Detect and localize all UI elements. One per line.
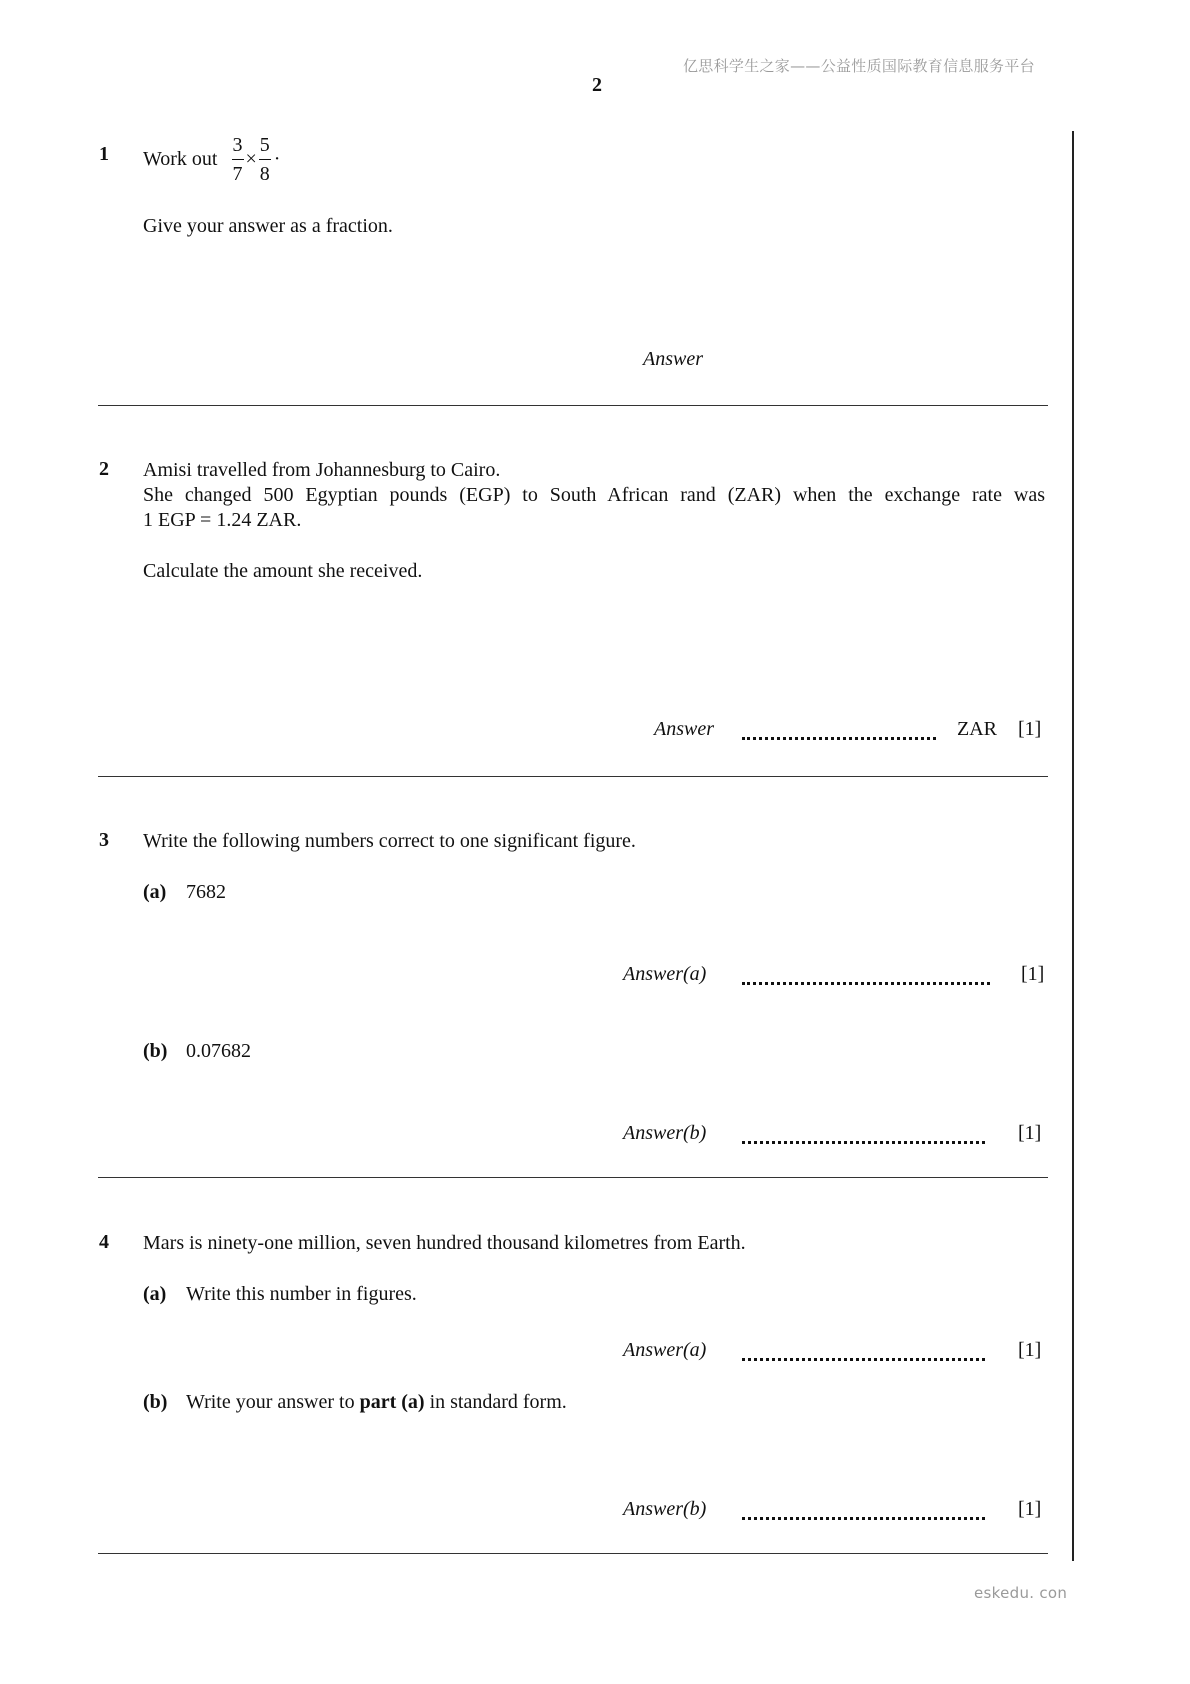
question-4a-answer-line[interactable] [742,1358,985,1361]
question-3b-answer-label: Answer(b) [623,1122,707,1144]
divider [98,1177,1048,1178]
question-4b-text-before: Write your answer to [186,1391,355,1413]
question-1-prompt-text: Work out [143,147,218,170]
watermark-top: 亿思科学生之家——公益性质国际教育信息服务平台 [683,57,1035,75]
question-3a-marks: [1] [1021,963,1045,985]
question-2-line-3: 1 EGP = 1.24 ZAR. [143,509,302,531]
question-3-prompt: Write the following numbers correct to one significant figure. [143,830,636,852]
question-3a-answer-line[interactable] [742,982,990,985]
times-symbol: × [245,147,257,170]
question-2-instruction: Calculate the amount she received. [143,560,423,582]
page-number: 2 [592,74,602,96]
divider [98,1553,1048,1554]
question-3b-value: 0.07682 [186,1040,251,1062]
divider [98,405,1048,406]
watermark-bottom: eskedu. con [974,1584,1068,1602]
question-4b-label: (b) [143,1391,168,1413]
question-2-number: 2 [99,458,109,480]
margin-rule [1072,131,1074,1561]
question-4a-answer-label: Answer(a) [623,1339,707,1361]
question-4b-text [186,1390,567,1415]
question-1-answer-label: Answer [643,348,703,370]
fraction-denominator: 8 [259,162,270,185]
question-3b-marks: [1] [1018,1122,1042,1144]
question-1-prompt [143,131,280,187]
question-4b-answer-label: Answer(b) [623,1498,707,1520]
question-3a-value: 7682 [186,881,226,903]
trailing-dot: · [273,147,281,170]
fraction-denominator: 7 [232,162,243,185]
question-1-number: 1 [99,143,109,165]
fraction-5-8 [259,133,271,186]
question-1-instruction: Give your answer as a fraction. [143,215,393,237]
question-3-number: 3 [99,829,109,851]
question-2-line-2: She changed 500 Egyptian pounds (EGP) to South African rand (ZAR) when the exchange rate was [143,484,1045,506]
question-4-prompt: Mars is ninety-one million, seven hundred thousand kilometres from Earth. [143,1232,746,1254]
question-2-line-1: Amisi travelled from Johannesburg to Cairo. [143,459,501,481]
question-4a-label: (a) [143,1283,167,1305]
question-2-answer-label: Answer [654,718,714,740]
question-4a-marks: [1] [1018,1339,1042,1361]
question-3a-answer-label: Answer(a) [623,963,707,985]
divider [98,776,1048,777]
question-2-answer-line[interactable] [742,737,936,740]
question-4b-text-after: in standard form. [429,1391,567,1413]
question-4-number: 4 [99,1231,109,1253]
fraction-3-7 [232,133,244,186]
question-2-marks: [1] [1018,718,1042,740]
question-4b-marks: [1] [1018,1498,1042,1520]
question-3a-label: (a) [143,881,167,903]
question-4b-answer-line[interactable] [742,1517,985,1520]
question-2-unit: ZAR [957,718,997,740]
question-3b-label: (b) [143,1040,168,1062]
fraction-numerator: 5 [259,133,271,160]
question-4b-text-bold: part (a) [359,1391,425,1413]
question-3b-answer-line[interactable] [742,1141,985,1144]
fraction-numerator: 3 [232,133,244,160]
question-4a-text: Write this number in figures. [186,1283,417,1305]
